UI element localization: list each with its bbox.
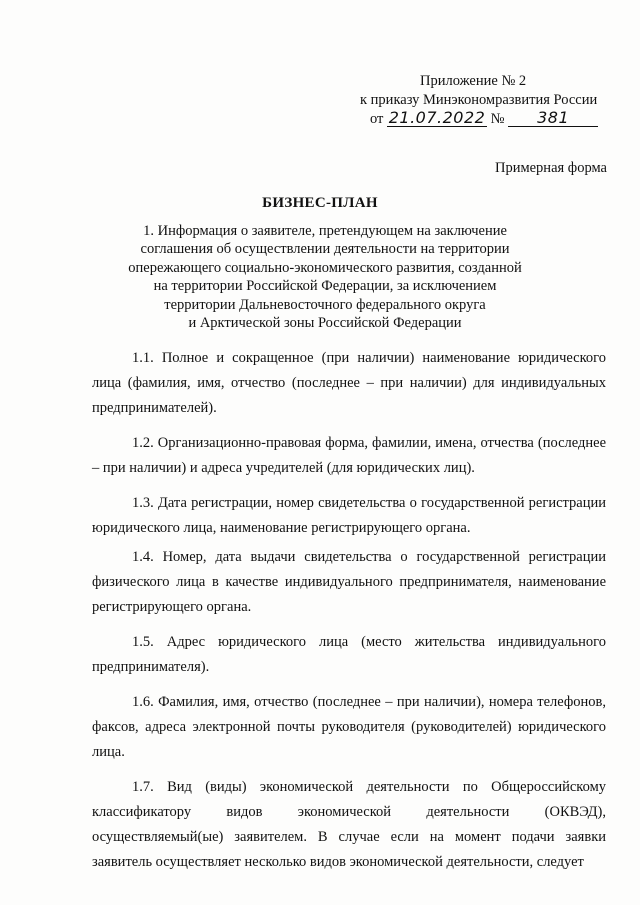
section-heading-line: на территории Российской Федерации, за исключением — [153, 278, 497, 295]
appendix-title: Приложение № 2 — [420, 73, 527, 89]
section-heading-line: территории Дальневосточного федерального округа — [164, 296, 486, 313]
form-type-label: Примерная форма — [494, 160, 607, 176]
section-heading-line: и Арктической зоны Российской Федерации — [188, 315, 462, 332]
date-prefix: от — [370, 111, 384, 127]
section-1-heading — [100, 222, 550, 332]
section-heading-line: 1. Информация о заявителе, претендующем на заключение — [143, 223, 507, 239]
number-prefix: № — [490, 111, 505, 127]
handwritten-date: 21.07.2022 — [388, 108, 486, 127]
document-body — [92, 346, 606, 885]
paragraph-1-2: 1.2. Организационно-правовая форма, фамилии, имена, отчества (последнее – при наличии) и адреса учредителей (для юридических лиц). — [92, 435, 606, 476]
paragraph-1-1: 1.1. Полное и сокращенное (при наличии) наименование юридического лица (фамилия, имя, отчество (последнее – при наличии) для индивидуальных предпринимателей). — [92, 350, 606, 416]
section-heading-line: опережающего социально-экономического развития, созданной — [128, 259, 522, 276]
paragraph-1-7: 1.7. Вид (виды) экономической деятельности по Общероссийскому классификатору видов экономической деятельности (ОКВЭД), осуществляемый(ые) заявителем. В случае если на момент подачи заявки заявитель осуществляет несколько видов экономической деятельности, следует — [92, 779, 606, 870]
appendix-order-ref: к приказу Минэкономразвития России — [360, 92, 598, 108]
handwritten-number: 381 — [508, 110, 598, 127]
appendix-date-number-line — [330, 110, 610, 132]
document-title: БИЗНЕС-ПЛАН — [262, 195, 378, 211]
paragraph-1-6: 1.6. Фамилия, имя, отчество (последнее – при наличии), номера телефонов, факсов, адреса электронной почты руководителя (руководителей) юридического лица. — [92, 694, 606, 760]
paragraph-1-4: 1.4. Номер, дата выдачи свидетельства о государственной регистрации физического лица в качестве индивидуального предпринимателя, наименование регистрирующего органа. — [92, 549, 606, 615]
section-heading-line: соглашения об осуществлении деятельности на территории — [140, 241, 510, 258]
appendix-block — [330, 72, 610, 132]
paragraph-1-3: 1.3. Дата регистрации, номер свидетельства о государственной регистрации юридического лица, наименование регистрирующего органа. — [92, 495, 606, 536]
paragraph-1-5: 1.5. Адрес юридического лица (место жительства индивидуального предпринимателя). — [92, 634, 606, 675]
